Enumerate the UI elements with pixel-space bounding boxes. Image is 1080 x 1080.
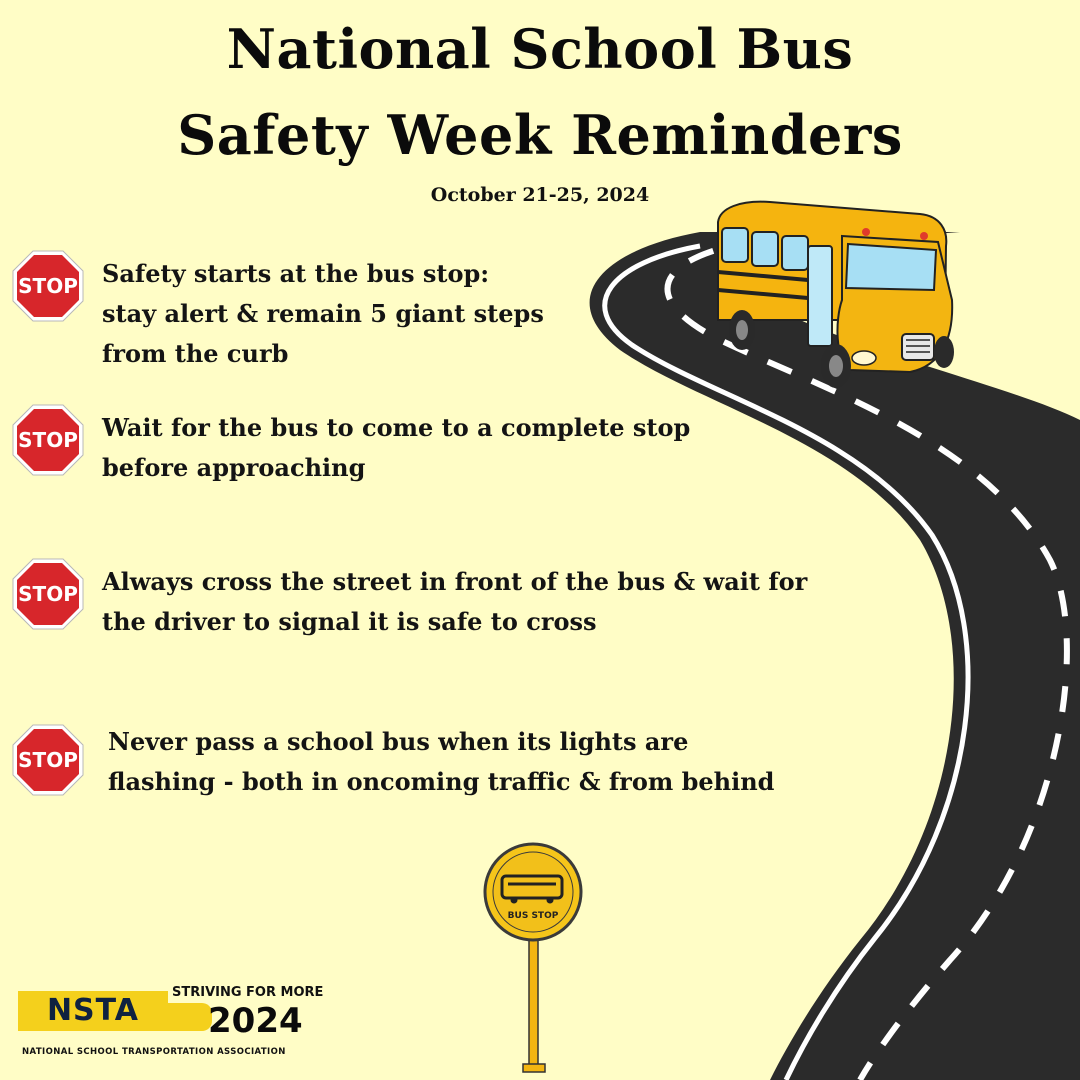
- reminder-line: before approaching: [102, 453, 366, 482]
- stop-sign-icon: [12, 404, 84, 476]
- page-title-line-2: Safety Week Reminders: [177, 103, 903, 167]
- event-date: October 21-25, 2024: [430, 184, 650, 206]
- reminder-line: Always cross the street in front of the bus & wait for: [102, 567, 808, 596]
- logo-org-name: NATIONAL SCHOOL TRANSPORTATION ASSOCIATION: [22, 1047, 286, 1057]
- reminder-line: the driver to signal it is safe to cross: [102, 607, 597, 636]
- nsta-logo: [18, 985, 324, 1065]
- reminder-3: [102, 562, 807, 642]
- reminder-line: Wait for the bus to come to a complete stop: [102, 413, 691, 442]
- reminder-line: stay alert & remain 5 giant steps: [102, 299, 544, 328]
- bus-stop-sign: [485, 844, 581, 1072]
- reminder-line: Safety starts at the bus stop:: [102, 259, 490, 288]
- page-title-line-1: National School Bus: [226, 17, 854, 81]
- stop-sign-icon: [12, 250, 84, 322]
- logo-tagline: STRIVING FOR MORE: [172, 985, 324, 1000]
- reminder-line: from the curb: [102, 339, 289, 368]
- stop-sign-icon: [12, 558, 84, 630]
- reminder-line: Never pass a school bus when its lights are: [108, 727, 689, 756]
- stop-sign-text: STOP: [18, 748, 78, 772]
- stop-sign-text: STOP: [18, 428, 78, 452]
- reminder-1: [102, 254, 544, 374]
- stop-sign-text: STOP: [18, 274, 78, 298]
- reminder-2: [102, 408, 690, 488]
- reminder-4: [108, 722, 774, 802]
- stop-sign-icon: [12, 724, 84, 796]
- reminder-line: flashing - both in oncoming traffic & from behind: [108, 767, 775, 796]
- logo-acronym: NSTA: [18, 991, 168, 1031]
- logo-bus-tail: [166, 1003, 212, 1031]
- bus-stop-label: BUS STOP: [507, 911, 559, 921]
- logo-year: 2024: [208, 1001, 303, 1041]
- stop-sign-text: STOP: [18, 582, 78, 606]
